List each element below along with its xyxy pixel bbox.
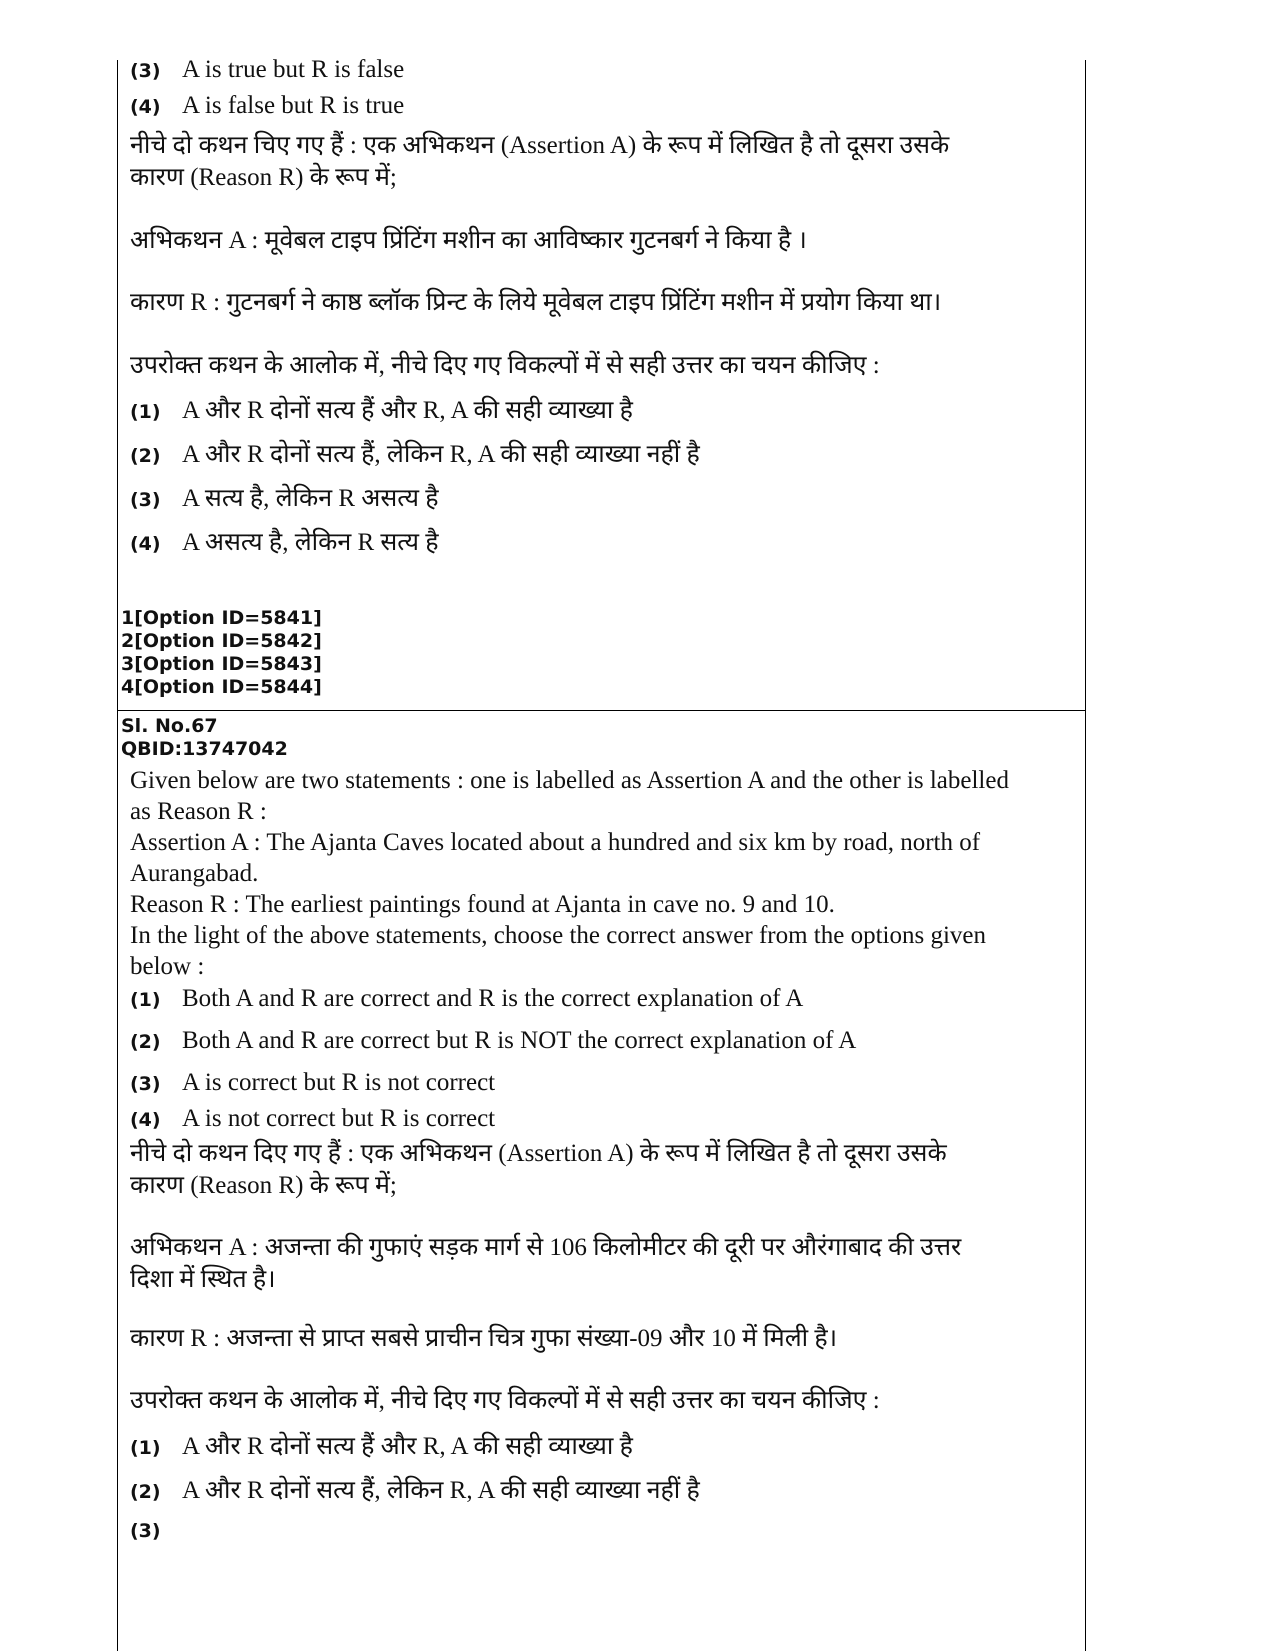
option-number: (4): [130, 1109, 161, 1131]
serial-number: Sl. No.67: [121, 715, 218, 737]
option-row: [130, 1069, 1070, 1105]
option-text: A और R दोनों सत्य हैं और R, A की सही व्याख्या है: [182, 1433, 633, 1460]
hindi-reason: कारण R : अजन्ता से प्राप्त सबसे प्राचीन चित्र गुफा संख्या-09 और 10 में मिली है।: [130, 1325, 838, 1352]
option-text: A असत्य है, लेकिन R सत्य है: [182, 529, 439, 556]
option-row: [130, 392, 1070, 436]
hindi-prompt: उपरोक्त कथन के आलोक में, नीचे दिए गए विकल्पों में से सही उत्तर का चयन कीजिए :: [130, 352, 880, 379]
question-divider: [117, 710, 1086, 711]
option-number: (1): [130, 401, 161, 423]
option-number: (1): [130, 989, 161, 1011]
english-statements: [130, 765, 1010, 982]
option-number: (1): [130, 1437, 161, 1459]
option-text: A और R दोनों सत्य हैं और R, A की सही व्याख्या है: [182, 397, 633, 424]
english-assertion: Assertion A : The Ajanta Caves located about a hundred and six km by road, north of Aurangabad.: [130, 829, 981, 887]
option-number: (4): [130, 96, 161, 118]
option-text: A is false but R is true: [182, 92, 405, 119]
english-intro: Given below are two statements : one is labelled as Assertion A and the other is labelled as Reason R :: [130, 767, 1009, 825]
option-text: A और R दोनों सत्य हैं, लेकिन R, A की सही व्याख्या नहीं है: [182, 441, 700, 468]
option-text: A is not correct but R is correct: [182, 1105, 496, 1132]
option-text: Both A and R are correct and R is the correct explanation of A: [182, 985, 804, 1012]
option-row: [130, 436, 1070, 480]
option-number: (3): [130, 1520, 161, 1542]
option-row: [130, 1027, 1070, 1069]
option-id-list: [121, 607, 322, 699]
option-text: A और R दोनों सत्य हैं, लेकिन R, A की सही व्याख्या नहीं है: [182, 1477, 700, 1504]
hindi-reason: कारण R : गुटनबर्ग ने काष्ठ ब्लॉक प्रिन्ट के लिये मूवेबल टाइप प्रिंटिंग मशीन में प्रयोग किया था।: [130, 289, 942, 316]
option-row: [130, 524, 1070, 568]
english-prompt: In the light of the above statements, choose the correct answer from the options given below :: [130, 922, 986, 980]
question-options-hi: [130, 1428, 1070, 1560]
option-row: [130, 985, 1070, 1027]
hindi-intro: नीचे दो कथन दिए गए हैं : एक अभिकथन (Assertion A) के रूप में लिखित है तो दूसरा उसके कारण (Reason R) के रूप में;: [130, 1140, 947, 1199]
hindi-intro: नीचे दो कथन चिए गए हैं : एक अभिकथन (Assertion A) के रूप में लिखित है तो दूसरा उसके कारण (Reason R) के रूप में;: [130, 132, 950, 191]
option-number: (3): [130, 1073, 161, 1095]
hindi-assertion: अभिकथन A : मूवेबल टाइप प्रिंटिंग मशीन का आविष्कार गुटनबर्ग ने किया है ।: [130, 227, 807, 254]
option-id: 4[Option ID=5844]: [121, 676, 322, 698]
option-row: [130, 480, 1070, 524]
hindi-assertion: अभिकथन A : अजन्ता की गुफाएं सड़क मार्ग से 106 किलोमीटर की दूरी पर औरंगाबाद की उत्तर दिशा में स्थित है।: [130, 1234, 962, 1293]
option-number: (2): [130, 1031, 161, 1053]
option-number: (3): [130, 489, 161, 511]
option-row: [130, 1105, 1070, 1141]
option-number: (3): [130, 60, 161, 82]
prev-question-options-en: [130, 56, 1070, 128]
option-id: 2[Option ID=5842]: [121, 630, 322, 652]
option-row: [130, 1428, 1070, 1472]
option-number: (4): [130, 533, 161, 555]
english-reason: Reason R : The earliest paintings found at Ajanta in cave no. 9 and 10.: [130, 891, 835, 918]
option-number: (2): [130, 445, 161, 467]
option-row: [130, 56, 1070, 92]
option-row: [130, 1520, 1070, 1560]
option-row: [130, 92, 1070, 128]
qbid: QBID:13747042: [121, 738, 288, 760]
option-text: A is true but R is false: [182, 56, 405, 83]
option-id: 1[Option ID=5841]: [121, 607, 322, 629]
option-row: [130, 1472, 1070, 1520]
hindi-prompt: उपरोक्त कथन के आलोक में, नीचे दिए गए विकल्पों में से सही उत्तर का चयन कीजिए :: [130, 1387, 880, 1414]
option-text: A is correct but R is not correct: [182, 1069, 496, 1096]
option-text: A सत्य है, लेकिन R असत्य है: [182, 485, 439, 512]
question-header: [121, 715, 288, 761]
option-id: 3[Option ID=5843]: [121, 653, 322, 675]
prev-question-options-hi: [130, 392, 1070, 568]
question-options-en: [130, 985, 1070, 1141]
option-number: (2): [130, 1481, 161, 1503]
option-text: Both A and R are correct but R is NOT the correct explanation of A: [182, 1027, 857, 1054]
